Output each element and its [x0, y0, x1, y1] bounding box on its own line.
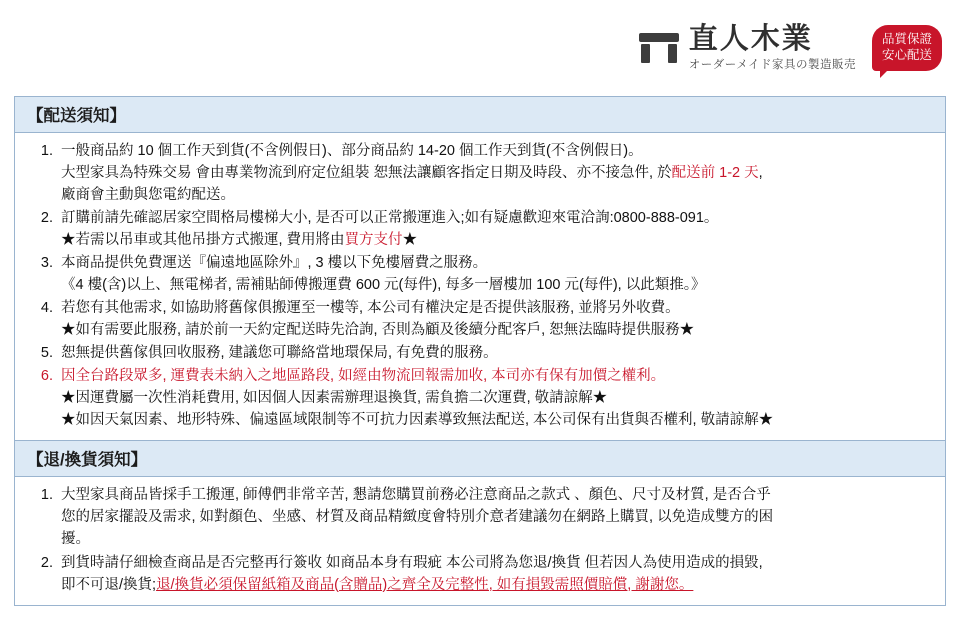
page-header: [0, 0, 960, 96]
section-title-return: 【退/換貨須知】: [15, 440, 945, 477]
section-title-delivery: 【配送須知】: [15, 97, 945, 133]
policy-box: [14, 96, 946, 606]
quality-badge-line1: 品質保證: [881, 31, 932, 46]
brand-title: 直人木業: [688, 22, 813, 55]
list-item: 4. 若您有其他需求, 如協助將舊傢俱搬運至一樓等, 本公司有權決定是否提供該服務, 並將另外收費。 ★如有需要此服務, 請於前一天約定配送時先洽詢, 否則為顧及後續分配客戶, 恕無法臨時提供服務★: [57, 297, 931, 341]
quality-badge-line2: 安心配送: [881, 47, 932, 62]
list-item: 2. 到貨時請仔細檢查商品是否完整再行簽收 如商品本身有瑕疵 本公司將為您退/換貨 但若因人為使用造成的損毀, 即不可退/換貨;退/換貨必須保留紙箱及商品(含贈品)之齊全及完整性, 如有損毀需照價賠償, 謝謝您。: [57, 552, 931, 596]
brand-subtitle: オーダーメイド家具の製造販売: [688, 58, 856, 71]
list-item: 1. 一般商品約 10 個工作天到貨(不含例假日)、部分商品約 14-20 個工作天到貨(不含例假日)。 大型家具為特殊交易 會由專業物流到府定位組裝 恕無法讓顧客指定日期及時段、亦不接急件, 於配送前 1-2 天, 廠商會主動與您電約配送。: [57, 140, 931, 206]
delivery-notice-list: [15, 133, 945, 440]
list-item: 5. 恕無提供舊傢俱回收服務, 建議您可聯絡當地環保局, 有免費的服務。: [57, 342, 931, 364]
list-item: 6. 因全台路段眾多, 運費表未納入之地區路段, 如經由物流回報需加收, 本司亦有保有加價之權利。 ★因運費屬一次性消耗費用, 如因個人因素需辦理退換貨, 需負擔二次運費, 敬請諒解★ ★如因天氣因素、地形特殊、偏遠區域限制等不可抗力因素導致無法配送, 本公司保有出貨與否權利, 敬請諒解★: [57, 365, 931, 431]
brand-logo: [639, 22, 942, 72]
wood-furniture-icon: [639, 33, 679, 63]
list-item: 1. 大型家具商品皆採手工搬運, 師傅們非常辛苦, 懇請您購買前務必注意商品之款式 、顏色、尺寸及材質, 是否合乎 您的居家擺設及需求, 如對顏色、坐感、材質及商品精緻度會特別介意者建議勿在網路上購買, 以免造成雙方的困 擾。: [57, 484, 931, 550]
list-item: 3. 本商品提供免費運送『偏遠地區除外』, 3 樓以下免樓層費之服務。 《4 樓(含)以上、無電梯者, 需補貼師傅搬運費 600 元(每件), 每多一層樓加 100 元(每件), 以此類推。》: [57, 252, 931, 296]
quality-badge: [872, 25, 942, 71]
brand-text: [688, 22, 856, 72]
return-notice-list: [15, 477, 945, 604]
list-item: 2. 訂購前請先確認居家空間格局樓梯大小, 是否可以正常搬運進入;如有疑慮歡迎來電洽詢:0800-888-091。 ★若需以吊車或其他吊掛方式搬運, 費用將由買方支付★: [57, 207, 931, 251]
